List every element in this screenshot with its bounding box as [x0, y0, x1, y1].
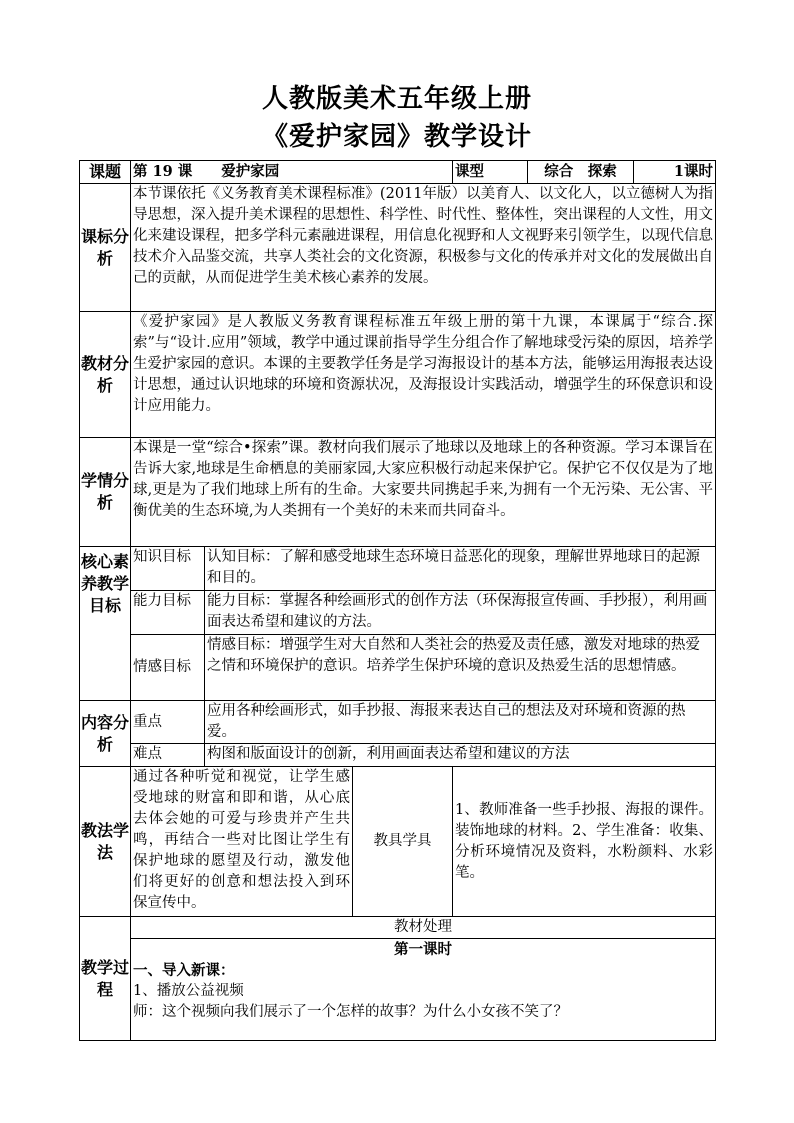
method-text: 通过各种听觉和视觉，让学生感受地球的财富和即和谐，从心底去体会她的可爱与珍贵并产生共鸣，再结合一些对比图让学生有保护地球的愿望及行动，激发他们将更好的创意和想法投入到环保宣传中。	[131, 767, 353, 917]
row-material	[80, 312, 716, 438]
tools-text: 1、教师准备一些手抄报、海报的课件。装饰地球的材料。2、学生准备：收集、分析环境情况及资料，水粉颜料、水彩笔。	[453, 767, 716, 917]
label-standard: 课标分析	[80, 184, 131, 312]
students-text: 本课是一堂“综合•探索”课。教材向我们展示了地球以及地球上的各种资源。学习本课旨在告诉大家,地球是生命栖息的美丽家园,大家应积极行动起来保护它。保护它不仅仅是为了地球,更是为了我们地球上所有的生命。大家要共同携起手来,为拥有一个无污染、无公害、平衡优美的生态环境,为人类拥有一个美好的未来而共同奋斗。	[131, 438, 716, 547]
row-key-point	[80, 701, 716, 744]
lesson-name: 第 19 课 爱护家园	[131, 161, 453, 184]
row-method	[80, 767, 716, 917]
document-title: 人教版美术五年级上册	[261, 84, 532, 114]
label-process: 教学过程	[80, 917, 131, 1041]
row-standard	[80, 184, 716, 312]
material-text: 《爱护家园》是人教版义务教育课程标准五年级上册的第十九课，本课属于“综合.探索”与“设计.应用”领域，教学中通过课前指导学生分组合作了解地球受污染的原因，培养学生爱护家园的意识。本课的主要教学任务是学习海报设计的基本方法，能够运用海报表达设计思想，通过认识地球的环境和资源状况，及海报设计实践活动，增强学生的环保意识和设计应用能力。	[131, 312, 716, 438]
process-body	[131, 939, 716, 1041]
row-goal-ability	[80, 591, 716, 635]
period-title: 第一课时	[394, 941, 452, 958]
row-students	[80, 438, 716, 547]
content-name: 难点	[131, 744, 205, 767]
label-students: 学情分析	[80, 438, 131, 547]
process-step: 师：这个视频向我们展示了一个怎样的故事？为什么小女孩不笑了？	[133, 1004, 568, 1020]
row-difficult-point	[80, 744, 716, 767]
goal-text: 认知目标：了解和感受地球生态环境日益恶化的现象，理解世界地球日的起源和目的。	[205, 547, 716, 591]
standard-text: 本节课依托《义务教育美术课程标准》(2011年版）以美育人、以文化人，以立德树人为指导思想，深入提升美术课程的思想性、科学性、时代性、整体性，突出课程的人文性，用文化来建设课程，把多学科元素融进课程，用信息化视野和人文视野来引领学生，以现代信息技术介入品鉴交流，共享人类社会的文化资源，积极参与文化的传承并对文化的发展做出自己的贡献，从而促进学生美术核心素养的发展。	[131, 184, 716, 312]
label-goals: 核心素养教学目标	[80, 547, 131, 701]
lesson-hours: 1课时	[634, 161, 716, 184]
row-process-header	[80, 917, 716, 939]
section-title: 一、导入新课：	[133, 962, 235, 979]
goal-text: 能力目标：掌握各种绘画形式的创作方法（环保海报宣传画、手抄报），利用画面表达希望和建议的方法。	[205, 591, 716, 635]
label-tools: 教具学具	[353, 767, 453, 917]
row-goal-emotion	[80, 635, 716, 701]
label-topic: 课题	[80, 161, 131, 184]
goal-name: 情感目标	[131, 635, 205, 701]
label-material: 教材分析	[80, 312, 131, 438]
lesson-plan-table	[79, 160, 716, 1041]
document-subtitle: 《爱护家园》教学设计	[261, 122, 532, 152]
lesson-type: 综合 探索	[528, 161, 634, 184]
content-name: 重点	[131, 701, 205, 744]
label-method: 教法学法	[80, 767, 131, 917]
label-content: 内容分析	[80, 701, 131, 767]
content-text: 构图和版面设计的创新，利用画面表达希望和建议的方法	[205, 744, 716, 767]
label-type: 课型	[453, 161, 528, 184]
row-process-body	[80, 939, 716, 1041]
goal-name: 知识目标	[131, 547, 205, 591]
process-step: 1、播放公益视频	[133, 983, 244, 999]
row-goal-knowledge	[80, 547, 716, 591]
process-subheader: 教材处理	[131, 917, 716, 939]
row-topic	[80, 161, 716, 184]
goal-name: 能力目标	[131, 591, 205, 635]
goal-text: 情感目标：增强学生对大自然和人类社会的热爱及责任感，激发对地球的热爱之情和环境保护的意识。培养学生保护环境的意识及热爱生活的思想情感。	[205, 635, 716, 701]
content-text: 应用各种绘画形式，如手抄报、海报来表达自己的想法及对环境和资源的热爱。	[205, 701, 716, 744]
